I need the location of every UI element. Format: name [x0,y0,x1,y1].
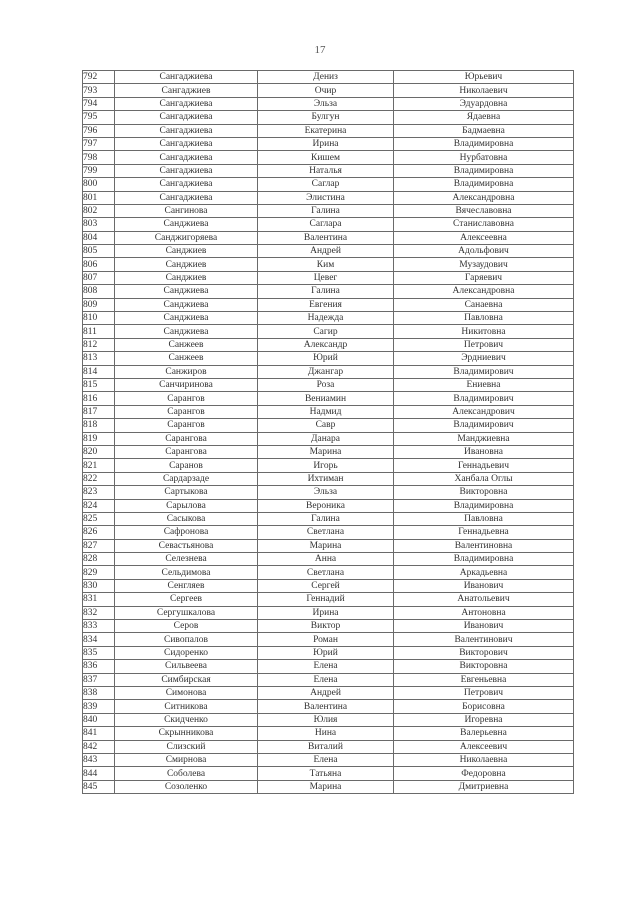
last-name-cell: Соболева [115,767,258,780]
table-row [83,633,574,646]
last-name-cell: Сельдимова [115,566,258,579]
first-name-cell: Виктор [258,620,394,633]
table-row [83,727,574,740]
row-number-cell: 813 [83,352,115,365]
row-number-cell: 821 [83,459,115,472]
table-row [83,312,574,325]
row-number-cell: 795 [83,111,115,124]
last-name-cell: Сангинова [115,204,258,217]
patronymic-cell: Викторовна [394,486,574,499]
table-row [83,606,574,619]
table-row [83,271,574,284]
row-number-cell: 836 [83,660,115,673]
first-name-cell: Елена [258,673,394,686]
first-name-cell: Игорь [258,459,394,472]
patronymic-cell: Николаевна [394,753,574,766]
table-row [83,686,574,699]
patronymic-cell: Евгеньевна [394,673,574,686]
row-number-cell: 818 [83,419,115,432]
patronymic-cell: Валерьевна [394,727,574,740]
row-number-cell: 815 [83,378,115,391]
row-number-cell: 823 [83,486,115,499]
row-number-cell: 834 [83,633,115,646]
first-name-cell: Марина [258,539,394,552]
last-name-cell: Санджиев [115,245,258,258]
first-name-cell: Андрей [258,686,394,699]
first-name-cell: Ирина [258,137,394,150]
first-name-cell: Роман [258,633,394,646]
table-row [83,97,574,110]
patronymic-cell: Иванович [394,579,574,592]
first-name-cell: Вениамин [258,392,394,405]
table-row [83,137,574,150]
first-name-cell: Виталий [258,740,394,753]
patronymic-cell: Владимирович [394,419,574,432]
table-row [83,245,574,258]
last-name-cell: Сангаджиева [115,111,258,124]
table-row [83,713,574,726]
first-name-cell: Галина [258,512,394,525]
last-name-cell: Севастьянова [115,539,258,552]
patronymic-cell: Санаевна [394,298,574,311]
patronymic-cell: Игоревна [394,713,574,726]
first-name-cell: Булгун [258,111,394,124]
row-number-cell: 829 [83,566,115,579]
table-row [83,539,574,552]
patronymic-cell: Владимирович [394,392,574,405]
table-row [83,111,574,124]
table-row [83,512,574,525]
first-name-cell: Татьяна [258,767,394,780]
patronymic-cell: Александровна [394,191,574,204]
first-name-cell: Элистина [258,191,394,204]
first-name-cell: Наталья [258,164,394,177]
patronymic-cell: Юрьевич [394,71,574,84]
row-number-cell: 844 [83,767,115,780]
patronymic-cell: Ениевна [394,378,574,391]
table-row [83,325,574,338]
last-name-cell: Санчиринова [115,378,258,391]
first-name-cell: Сергей [258,579,394,592]
row-number-cell: 812 [83,338,115,351]
row-number-cell: 826 [83,526,115,539]
row-number-cell: 809 [83,298,115,311]
table-row [83,673,574,686]
first-name-cell: Ихтиман [258,472,394,485]
table-row [83,365,574,378]
patronymic-cell: Эдуардовна [394,97,574,110]
table-row [83,84,574,97]
last-name-cell: Сардарзаде [115,472,258,485]
row-number-cell: 828 [83,553,115,566]
table-row [83,780,574,793]
table-row [83,151,574,164]
first-name-cell: Юлия [258,713,394,726]
row-number-cell: 832 [83,606,115,619]
first-name-cell: Светлана [258,566,394,579]
patronymic-cell: Владимировна [394,164,574,177]
first-name-cell: Нина [258,727,394,740]
table-row [83,700,574,713]
last-name-cell: Смирнова [115,753,258,766]
row-number-cell: 838 [83,686,115,699]
row-number-cell: 793 [83,84,115,97]
table-row [83,566,574,579]
last-name-cell: Сангаджиева [115,151,258,164]
last-name-cell: Сергушкалова [115,606,258,619]
patronymic-cell: Аркадьевна [394,566,574,579]
last-name-cell: Сергеев [115,593,258,606]
patronymic-cell: Николаевич [394,84,574,97]
row-number-cell: 806 [83,258,115,271]
table-row [83,298,574,311]
last-name-cell: Санджиева [115,218,258,231]
last-name-cell: Сидоренко [115,646,258,659]
table-row [83,767,574,780]
row-number-cell: 825 [83,512,115,525]
table-row [83,258,574,271]
first-name-cell: Надежда [258,312,394,325]
last-name-cell: Сарангова [115,445,258,458]
row-number-cell: 835 [83,646,115,659]
first-name-cell: Кишем [258,151,394,164]
row-number-cell: 800 [83,178,115,191]
row-number-cell: 810 [83,312,115,325]
last-name-cell: Санджиева [115,285,258,298]
patronymic-cell: Иванович [394,620,574,633]
last-name-cell: Санджиева [115,298,258,311]
first-name-cell: Саглара [258,218,394,231]
first-name-cell: Светлана [258,526,394,539]
patronymic-cell: Павловна [394,512,574,525]
row-number-cell: 817 [83,405,115,418]
last-name-cell: Сангаджиева [115,137,258,150]
table-row [83,620,574,633]
page-number: 17 [314,44,326,56]
patronymic-cell: Викторович [394,646,574,659]
table-row [83,526,574,539]
table-row [83,231,574,244]
first-name-cell: Валентина [258,700,394,713]
first-name-cell: Эльза [258,97,394,110]
row-number-cell: 799 [83,164,115,177]
first-name-cell: Галина [258,285,394,298]
row-number-cell: 824 [83,499,115,512]
first-name-cell: Юрий [258,352,394,365]
first-name-cell: Ирина [258,606,394,619]
last-name-cell: Сенгляев [115,579,258,592]
row-number-cell: 827 [83,539,115,552]
last-name-cell: Сартыкова [115,486,258,499]
row-number-cell: 794 [83,97,115,110]
patronymic-cell: Гаряевич [394,271,574,284]
row-number-cell: 808 [83,285,115,298]
row-number-cell: 792 [83,71,115,84]
row-number-cell: 820 [83,445,115,458]
first-name-cell: Дениз [258,71,394,84]
table-row [83,124,574,137]
patronymic-cell: Геннадьевна [394,526,574,539]
table-row [83,204,574,217]
row-number-cell: 796 [83,124,115,137]
patronymic-cell: Бадмаевна [394,124,574,137]
patronymic-cell: Борисовна [394,700,574,713]
first-name-cell: Джангар [258,365,394,378]
row-number-cell: 803 [83,218,115,231]
table-row [83,740,574,753]
last-name-cell: Симонова [115,686,258,699]
row-number-cell: 822 [83,472,115,485]
table-row [83,593,574,606]
first-name-cell: Александр [258,338,394,351]
last-name-cell: Слизский [115,740,258,753]
first-name-cell: Юрий [258,646,394,659]
first-name-cell: Роза [258,378,394,391]
patronymic-cell: Манджиевна [394,432,574,445]
table-row [83,378,574,391]
row-number-cell: 798 [83,151,115,164]
last-name-cell: Созоленко [115,780,258,793]
patronymic-cell: Анатольевич [394,593,574,606]
row-number-cell: 804 [83,231,115,244]
last-name-cell: Сарангов [115,392,258,405]
patronymic-cell: Владимировна [394,137,574,150]
table-row [83,753,574,766]
table-row [83,164,574,177]
last-name-cell: Санджиев [115,271,258,284]
patronymic-cell: Нурбатовна [394,151,574,164]
table-row [83,486,574,499]
first-name-cell: Анна [258,553,394,566]
last-name-cell: Сарылова [115,499,258,512]
first-name-cell: Вероника [258,499,394,512]
last-name-cell: Санджиев [115,258,258,271]
table-row [83,338,574,351]
row-number-cell: 841 [83,727,115,740]
first-name-cell: Марина [258,445,394,458]
last-name-cell: Санджигоряева [115,231,258,244]
table-row [83,392,574,405]
last-name-cell: Скидченко [115,713,258,726]
patronymic-cell: Александровна [394,285,574,298]
row-number-cell: 843 [83,753,115,766]
first-name-cell: Екатерина [258,124,394,137]
last-name-cell: Сангаджиева [115,71,258,84]
row-number-cell: 833 [83,620,115,633]
last-name-cell: Санджиева [115,325,258,338]
first-name-cell: Надмид [258,405,394,418]
last-name-cell: Сангаджиева [115,164,258,177]
patronymic-cell: Геннадьевич [394,459,574,472]
first-name-cell: Евгения [258,298,394,311]
last-name-cell: Серов [115,620,258,633]
patronymic-cell: Александрович [394,405,574,418]
patronymic-cell: Валентинович [394,633,574,646]
table-row [83,285,574,298]
table-row [83,646,574,659]
row-number-cell: 816 [83,392,115,405]
patronymic-cell: Валентиновна [394,539,574,552]
last-name-cell: Сарангов [115,405,258,418]
patronymic-cell: Адольфович [394,245,574,258]
row-number-cell: 814 [83,365,115,378]
table-row [83,71,574,84]
last-name-cell: Сангаджиева [115,178,258,191]
table-row [83,660,574,673]
first-name-cell: Сагир [258,325,394,338]
table-row [83,432,574,445]
row-number-cell: 830 [83,579,115,592]
patronymic-cell: Никитовна [394,325,574,338]
table-row [83,445,574,458]
table-row [83,459,574,472]
last-name-cell: Сангаджиева [115,124,258,137]
patronymic-cell: Ивановна [394,445,574,458]
first-name-cell: Савр [258,419,394,432]
patronymic-cell: Викторовна [394,660,574,673]
last-name-cell: Сарангов [115,419,258,432]
row-number-cell: 837 [83,673,115,686]
last-name-cell: Санджиева [115,312,258,325]
patronymic-cell: Петрович [394,686,574,699]
last-name-cell: Сильвеева [115,660,258,673]
patronymic-cell: Ханбала Оглы [394,472,574,485]
last-name-cell: Саранов [115,459,258,472]
last-name-cell: Санжеев [115,352,258,365]
first-name-cell: Елена [258,753,394,766]
table-row [83,352,574,365]
last-name-cell: Сивопалов [115,633,258,646]
patronymic-cell: Владимирович [394,365,574,378]
patronymic-cell: Павловна [394,312,574,325]
first-name-cell: Марина [258,780,394,793]
last-name-cell: Сангаджиева [115,191,258,204]
row-number-cell: 811 [83,325,115,338]
row-number-cell: 840 [83,713,115,726]
last-name-cell: Сафронова [115,526,258,539]
row-number-cell: 831 [83,593,115,606]
patronymic-cell: Музаудович [394,258,574,271]
patronymic-cell: Алексеевна [394,231,574,244]
first-name-cell: Геннадий [258,593,394,606]
roster-table-body [83,71,574,794]
patronymic-cell: Вячеславовна [394,204,574,217]
row-number-cell: 819 [83,432,115,445]
row-number-cell: 797 [83,137,115,150]
table-row [83,405,574,418]
patronymic-cell: Владимировна [394,178,574,191]
last-name-cell: Сасыкова [115,512,258,525]
table-row [83,553,574,566]
table-row [83,191,574,204]
first-name-cell: Андрей [258,245,394,258]
first-name-cell: Галина [258,204,394,217]
row-number-cell: 802 [83,204,115,217]
last-name-cell: Сарангова [115,432,258,445]
patronymic-cell: Ядаевна [394,111,574,124]
last-name-cell: Санжеев [115,338,258,351]
last-name-cell: Селезнева [115,553,258,566]
last-name-cell: Симбирская [115,673,258,686]
first-name-cell: Данара [258,432,394,445]
last-name-cell: Санжиров [115,365,258,378]
row-number-cell: 845 [83,780,115,793]
table-row [83,579,574,592]
last-name-cell: Скрынникова [115,727,258,740]
first-name-cell: Очир [258,84,394,97]
row-number-cell: 801 [83,191,115,204]
first-name-cell: Эльза [258,486,394,499]
first-name-cell: Саглар [258,178,394,191]
patronymic-cell: Петрович [394,338,574,351]
row-number-cell: 842 [83,740,115,753]
roster-table [82,70,574,794]
first-name-cell: Валентина [258,231,394,244]
first-name-cell: Елена [258,660,394,673]
patronymic-cell: Антоновна [394,606,574,619]
row-number-cell: 839 [83,700,115,713]
first-name-cell: Цевег [258,271,394,284]
table-row [83,472,574,485]
patronymic-cell: Эрдниевич [394,352,574,365]
patronymic-cell: Дмитриевна [394,780,574,793]
row-number-cell: 805 [83,245,115,258]
table-row [83,178,574,191]
patronymic-cell: Федоровна [394,767,574,780]
first-name-cell: Ким [258,258,394,271]
row-number-cell: 807 [83,271,115,284]
patronymic-cell: Станиславовна [394,218,574,231]
patronymic-cell: Алексеевич [394,740,574,753]
table-row [83,499,574,512]
table-row [83,419,574,432]
last-name-cell: Сангаджиев [115,84,258,97]
last-name-cell: Сангаджиева [115,97,258,110]
table-row [83,218,574,231]
patronymic-cell: Владимировна [394,499,574,512]
patronymic-cell: Владимировна [394,553,574,566]
last-name-cell: Ситникова [115,700,258,713]
